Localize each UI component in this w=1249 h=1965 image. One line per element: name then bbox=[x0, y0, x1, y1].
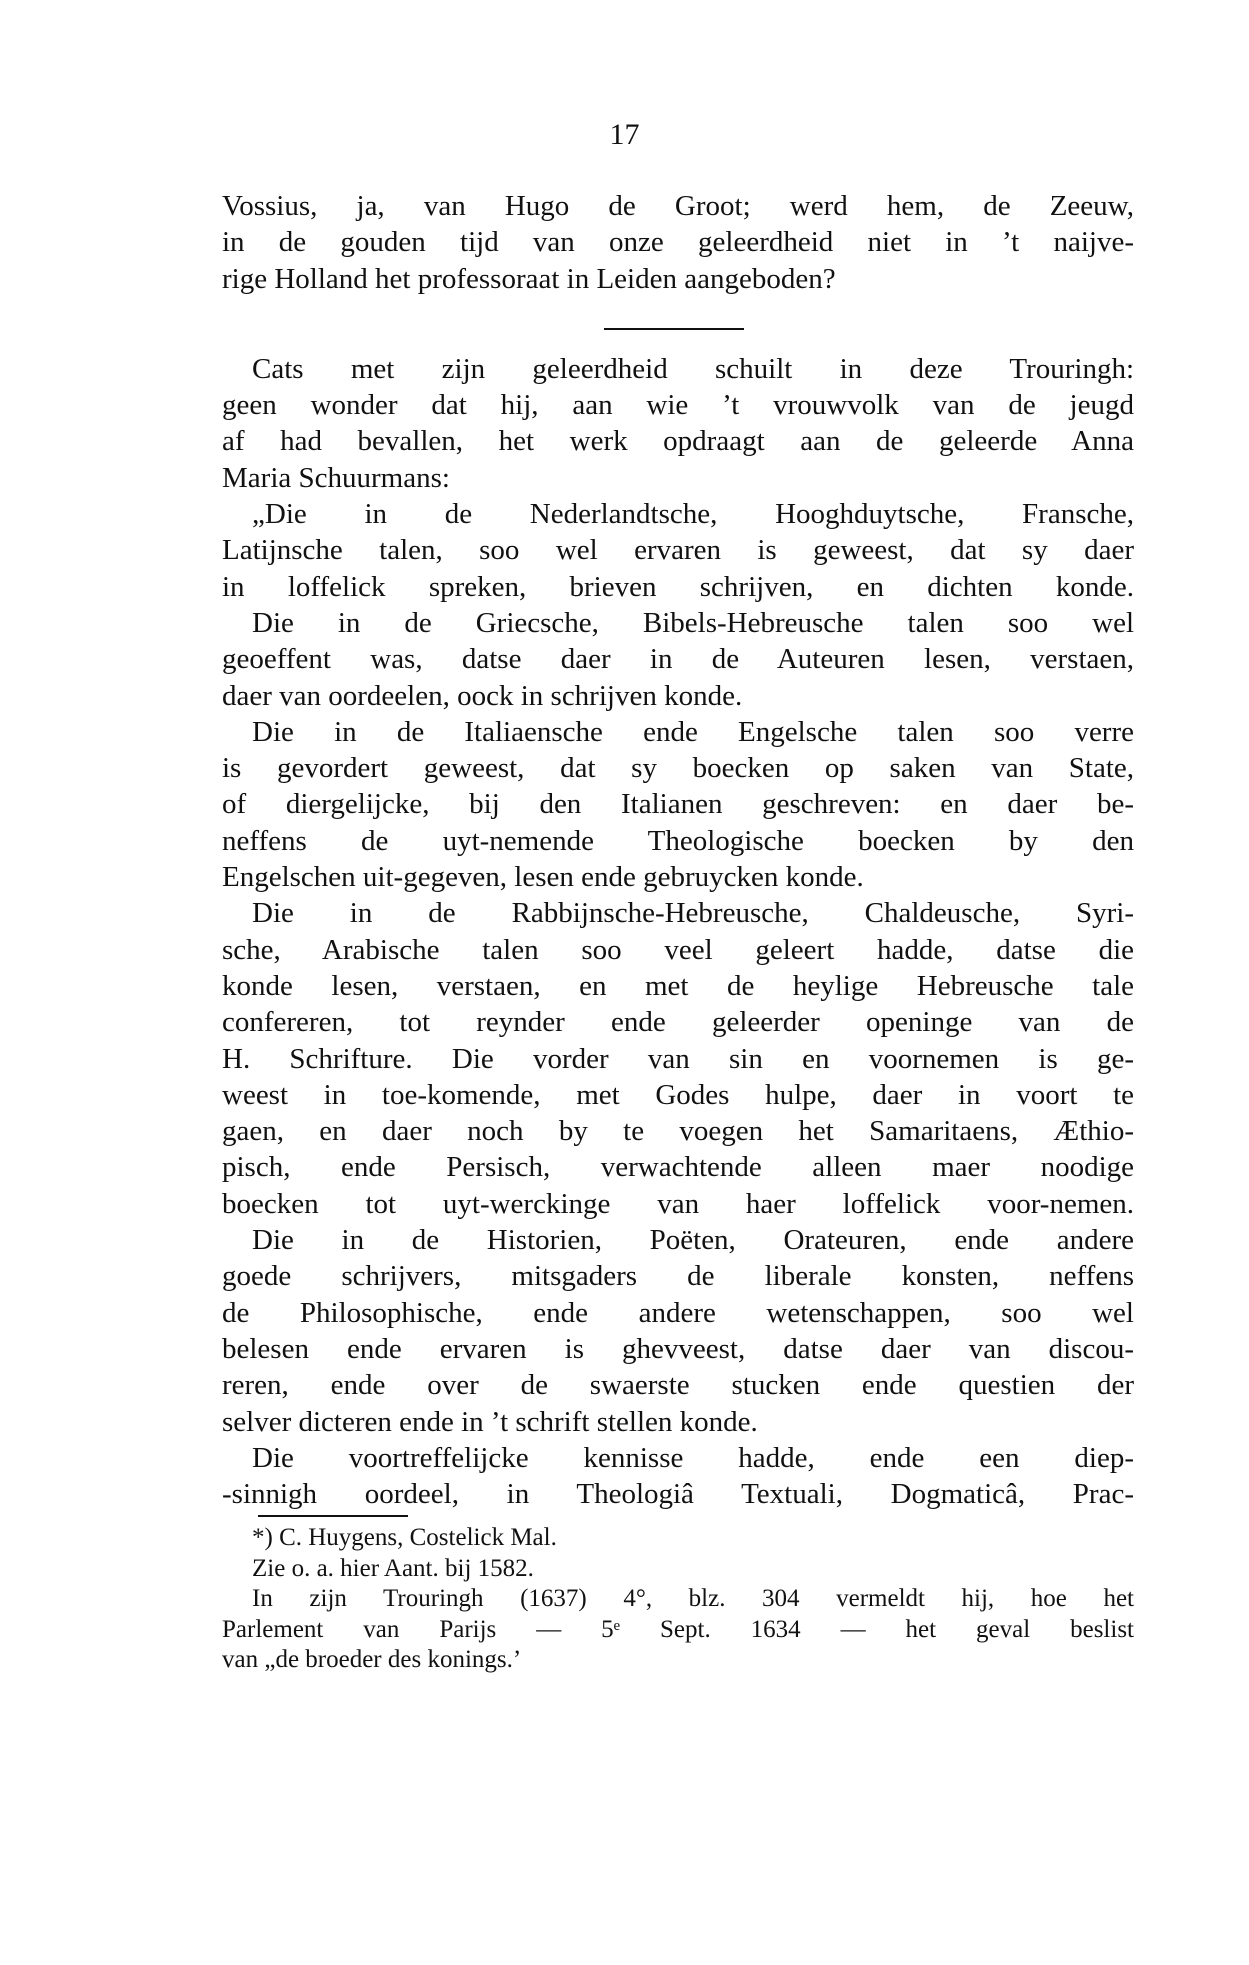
text-line: Die in de Historien, Poëten, Orateuren, ende andere bbox=[252, 1224, 1134, 1257]
paragraph-1 bbox=[222, 188, 1134, 297]
section-divider bbox=[604, 328, 744, 330]
text-line: H. Schrifture. Die vorder van sin en voornemen is ge- bbox=[222, 1042, 1134, 1075]
paragraph-3 bbox=[222, 496, 1134, 605]
text-line: belesen ende ervaren is ghevveest, datse daer van discou- bbox=[222, 1332, 1134, 1365]
footnote-line: *) C. Huygens, Costelick Mal. bbox=[252, 1524, 557, 1551]
text-line: in de gouden tijd van onze geleerdheid niet in ’t naijve- bbox=[222, 226, 1134, 259]
text-line: geoeffent was, datse daer in de Auteuren lesen, verstaen, bbox=[222, 643, 1134, 676]
text-line: daer van oordeelen, oock in schrijven konde. bbox=[222, 679, 743, 712]
text-line: boecken tot uyt-werckinge van haer loffelick voor-nemen. bbox=[222, 1187, 1134, 1220]
footnote-line: van „de broeder des konings.’ bbox=[222, 1646, 522, 1674]
text-line: geen wonder dat hij, aan wie ’t vrouwvolk van de jeugd bbox=[222, 389, 1134, 422]
text-line: rige Holland het professoraat in Leiden aangeboden? bbox=[222, 262, 836, 295]
text-line: af had bevallen, het werk opdraagt aan de geleerde Anna bbox=[222, 425, 1134, 458]
text-line: Maria Schuurmans: bbox=[222, 461, 450, 494]
text-line: gaen, en daer noch by te voegen het Samaritaens, Æthio- bbox=[222, 1115, 1134, 1148]
text-line: Die voortreffelijcke kennisse hadde, ende een diep- bbox=[252, 1441, 1134, 1474]
text-line: Cats met zijn geleerdheid schuilt in deze Trouringh: bbox=[252, 352, 1134, 385]
main-text bbox=[222, 188, 1134, 1512]
footnote-line: Parlement van Parijs — 5ᵉ Sept. 1634 — het geval beslist bbox=[222, 1615, 1134, 1643]
text-line: pisch, ende Persisch, verwachtende alleen maer noodige bbox=[222, 1151, 1134, 1184]
text-line: of diergelijcke, bij den Italianen geschreven: en daer be- bbox=[222, 788, 1134, 821]
text-line: Die in de Italiaensche ende Engelsche talen soo verre bbox=[252, 715, 1134, 748]
paragraph-4 bbox=[222, 605, 1134, 714]
paragraph-7 bbox=[222, 1222, 1134, 1440]
text-line: „Die in de Nederlandtsche, Hooghduytsche, Fransche, bbox=[252, 498, 1134, 531]
text-line: Die in de Rabbijnsche-Hebreusche, Chaldeusche, Syri- bbox=[252, 897, 1134, 930]
paragraph-8 bbox=[222, 1440, 1134, 1513]
text-line: in loffelick spreken, brieven schrijven, en dichten konde. bbox=[222, 570, 1134, 603]
text-line: konde lesen, verstaen, en met de heylige Hebreusche tale bbox=[222, 969, 1134, 1002]
text-line: -sinnigh oordeel, in Theologiâ Textuali, Dogmaticâ, Prac- bbox=[222, 1478, 1134, 1511]
text-line: weest in toe-komende, met Godes hulpe, daer in voort te bbox=[222, 1078, 1134, 1111]
text-line: sche, Arabische talen soo veel geleert hadde, datse die bbox=[222, 933, 1134, 966]
paragraph-2 bbox=[222, 351, 1134, 496]
footnote-line: Zie o. a. hier Aant. bij 1582. bbox=[252, 1554, 534, 1582]
paragraph-5 bbox=[222, 714, 1134, 895]
footnotes bbox=[222, 1523, 1134, 1676]
text-line: reren, ende over de swaerste stucken ende questien der bbox=[222, 1369, 1134, 1402]
footnote-divider bbox=[258, 1515, 408, 1517]
text-line: Latijnsche talen, soo wel ervaren is geweest, dat sy daer bbox=[222, 534, 1134, 567]
text-line: de Philosophische, ende andere wetenschappen, soo wel bbox=[222, 1296, 1134, 1329]
paragraph-6 bbox=[222, 895, 1134, 1222]
text-line: selver dicteren ende in ’t schrift stellen konde. bbox=[222, 1405, 758, 1438]
text-line: Vossius, ja, van Hugo de Groot; werd hem, de Zeeuw, bbox=[222, 190, 1134, 222]
footnote-line: In zijn Trouringh (1637) 4°, blz. 304 vermeldt hij, hoe het bbox=[252, 1585, 1134, 1613]
text-line: is gevordert geweest, dat sy boecken op saken van State, bbox=[222, 752, 1134, 785]
text-line: confereren, tot reynder ende geleerder openinge van de bbox=[222, 1006, 1134, 1039]
text-line: goede schrijvers, mitsgaders de liberale konsten, neffens bbox=[222, 1260, 1134, 1293]
text-line: Die in de Griecsche, Bibels-Hebreusche talen soo wel bbox=[252, 606, 1134, 639]
page-number: 17 bbox=[609, 118, 640, 151]
text-line: neffens de uyt-nemende Theologische boecken by den bbox=[222, 824, 1134, 857]
text-line: Engelschen uit-gegeven, lesen ende gebruycken konde. bbox=[222, 861, 864, 894]
